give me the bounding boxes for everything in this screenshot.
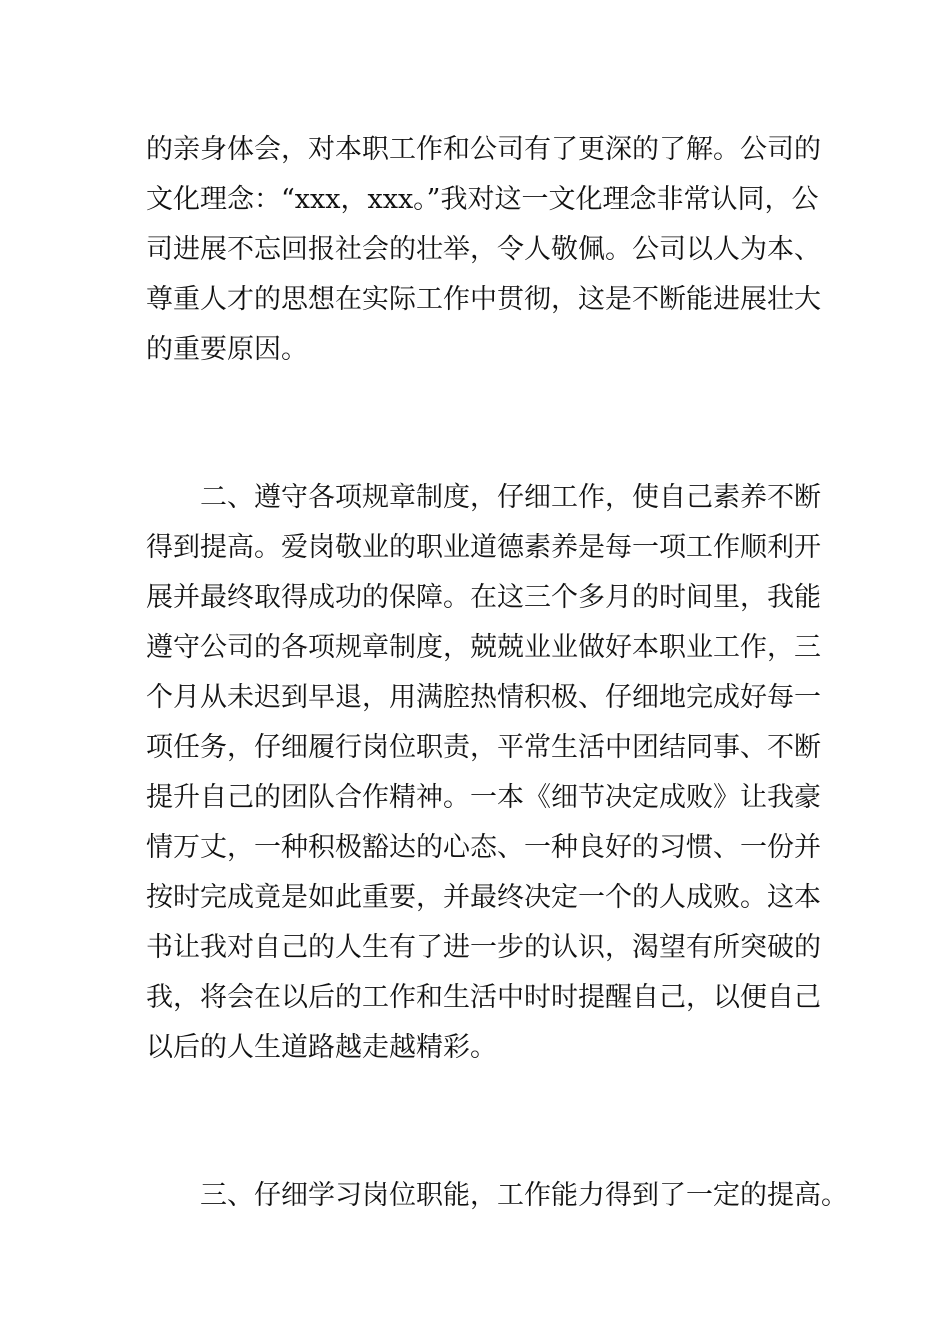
paragraph-2-line-8: 情万丈，一种积极豁达的心态、一种良好的习惯、一份并 — [146, 832, 821, 863]
paragraph-2-line-12: 以后的人生道路越走越精彩。 — [146, 1032, 497, 1063]
paragraph-2-line-3: 展并最终取得成功的保障。在这三个多月的时间里，我能 — [146, 582, 821, 613]
paragraph-1-line-4: 尊重人才的思想在实际工作中贯彻，这是不断能进展壮大 — [146, 284, 821, 315]
paragraph-2-line-6: 项任务，仔细履行岗位职责，平常生活中团结同事、不断 — [146, 732, 821, 763]
paragraph-1-line-5: 的重要原因。 — [146, 334, 308, 365]
paragraph-2-line-9: 按时完成竟是如此重要，并最终决定一个的人成败。这本 — [146, 882, 821, 913]
paragraph-1-line-3: 司进展不忘回报社会的壮举，令人敬佩。公司以人为本、 — [146, 234, 821, 265]
paragraph-2-line-7: 提升自己的团队合作精神。一本《细节决定成败》让我豪 — [146, 782, 821, 813]
paragraph-2-line-4: 遵守公司的各项规章制度，兢兢业业做好本职业工作，三 — [146, 632, 821, 663]
paragraph-2-line-2: 得到提高。爱岗敬业的职业道德素养是每一项工作顺利开 — [146, 532, 821, 563]
paragraph-2-line-1: 二、遵守各项规章制度，仔细工作，使自己素养不断 — [200, 482, 821, 513]
paragraph-1-line-2: 文化理念：“xxx，xxx。”我对这一文化理念非常认同，公 — [146, 184, 819, 215]
paragraph-1-line-1: 的亲身体会，对本职工作和公司有了更深的了解。公司的 — [146, 134, 821, 165]
paragraph-2-line-5: 个月从未迟到早退，用满腔热情积极、仔细地完成好每一 — [146, 682, 821, 713]
paragraph-2-line-11: 我，将会在以后的工作和生活中时时提醒自己，以便自己 — [146, 982, 821, 1013]
paragraph-3-line-1: 三、仔细学习岗位职能，工作能力得到了一定的提高。 — [200, 1180, 848, 1211]
paragraph-2-line-10: 书让我对自己的人生有了进一步的认识，渴望有所突破的 — [146, 932, 821, 963]
